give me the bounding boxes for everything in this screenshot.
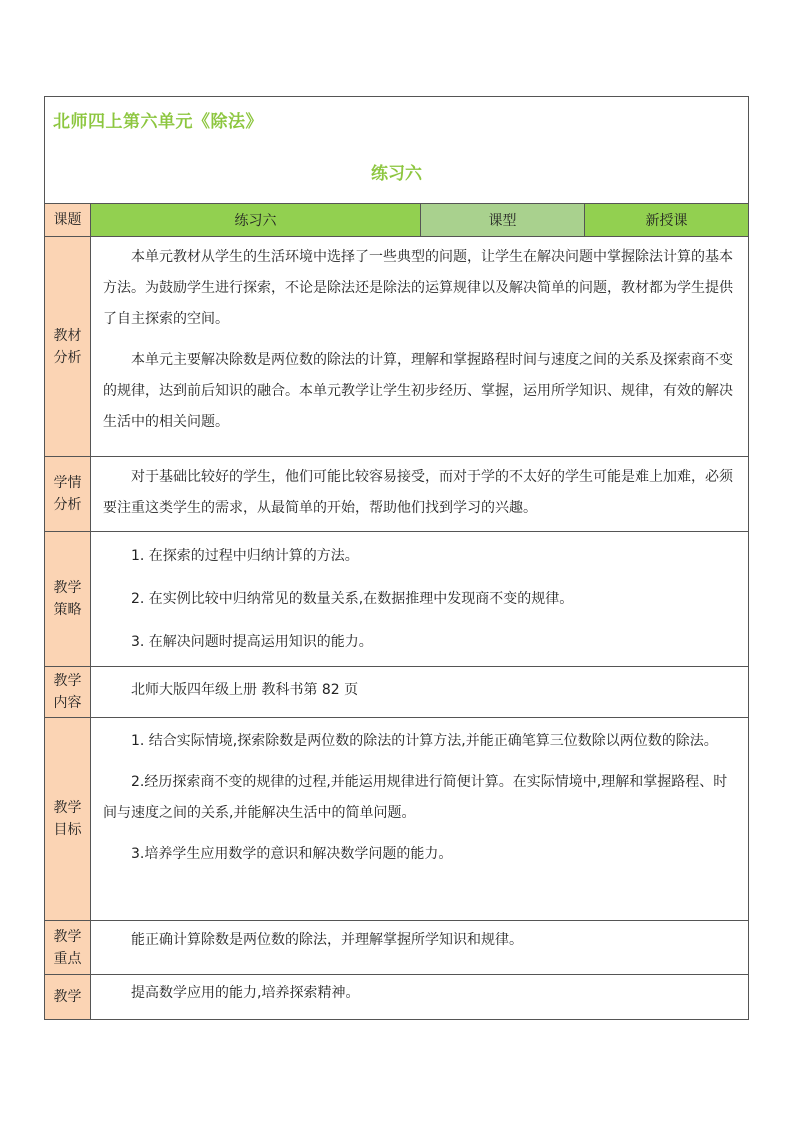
topic-label: 课题 (45, 204, 91, 236)
topic-value: 练习六 (91, 204, 421, 236)
row-label: 教学重点 (45, 921, 91, 974)
teaching-strategy-row (45, 532, 748, 667)
document-title: 北师四上第六单元《除法》 (53, 112, 263, 132)
paragraph: 提高数学应用的能力,培养探索精神。 (131, 985, 360, 1001)
paragraph: 北师大版四年级上册 教科书第 82 页 (131, 682, 359, 698)
row-content (91, 532, 748, 666)
row-label: 教学 (45, 975, 91, 1019)
row-content (91, 975, 748, 1019)
paragraph: 2.经历探索商不变的规律的过程,并能运用规律进行简便计算。在实际情境中,理解和掌握路程、时间与速度之间的关系,并能解决生活中的简单问题。 (103, 774, 728, 821)
teaching-goals-row (45, 718, 748, 921)
row-content (91, 237, 748, 456)
paragraph: 3.培养学生应用数学的意识和解决数学问题的能力。 (131, 846, 453, 862)
teaching-difficulty-row (45, 975, 748, 1019)
row-label: 教材分析 (45, 237, 91, 456)
row-content (91, 718, 748, 920)
teaching-content-row (45, 667, 748, 718)
list-item: 2. 在实例比较中归纳常见的数量关系,在数据推理中发现商不变的规律。 (131, 591, 574, 607)
row-content (91, 457, 748, 531)
paragraph: 1. 结合实际情境,探索除数是两位数的除法的计算方法,并能正确笔算三位数除以两位数的除法。 (131, 733, 718, 749)
table-header (45, 97, 748, 204)
row-content (91, 667, 748, 717)
row-label: 教学策略 (45, 532, 91, 666)
row-content (91, 921, 748, 974)
student-analysis-row (45, 457, 748, 532)
textbook-analysis-row (45, 237, 748, 457)
topic-row (45, 204, 748, 237)
lesson-type-value: 新授课 (585, 204, 748, 236)
teaching-focus-row (45, 921, 748, 975)
document-subtitle: 练习六 (371, 164, 422, 184)
lesson-type-label: 课型 (421, 204, 585, 236)
paragraph: 本单元主要解决除数是两位数的除法的计算，理解和掌握路程时间与速度之间的关系及探索商不变的规律，达到前后知识的融合。本单元教学让学生初步经历、掌握，运用所学知识、规律，有效的解决生活中的相关问题。 (103, 352, 733, 430)
paragraph: 对于基础比较好的学生，他们可能比较容易接受，而对于学的不太好的学生可能是难上加难，必须要注重这类学生的需求，从最简单的开始，帮助他们找到学习的兴趣。 (103, 469, 733, 516)
paragraph: 能正确计算除数是两位数的除法，并理解掌握所学知识和规律。 (131, 932, 523, 948)
row-label: 学情分析 (45, 457, 91, 531)
row-label: 教学目标 (45, 718, 91, 920)
paragraph: 本单元教材从学生的生活环境中选择了一些典型的问题，让学生在解决问题中掌握除法计算的基本方法。为鼓励学生进行探索，不论是除法还是除法的运算规律以及解决简单的问题，教材都为学生提供了自主探索的空间。 (103, 249, 733, 327)
lesson-plan-table (44, 96, 749, 1020)
list-item: 3. 在解决问题时提高运用知识的能力。 (131, 634, 373, 650)
list-item: 1. 在探索的过程中归纳计算的方法。 (131, 548, 359, 564)
row-label: 教学内容 (45, 667, 91, 717)
